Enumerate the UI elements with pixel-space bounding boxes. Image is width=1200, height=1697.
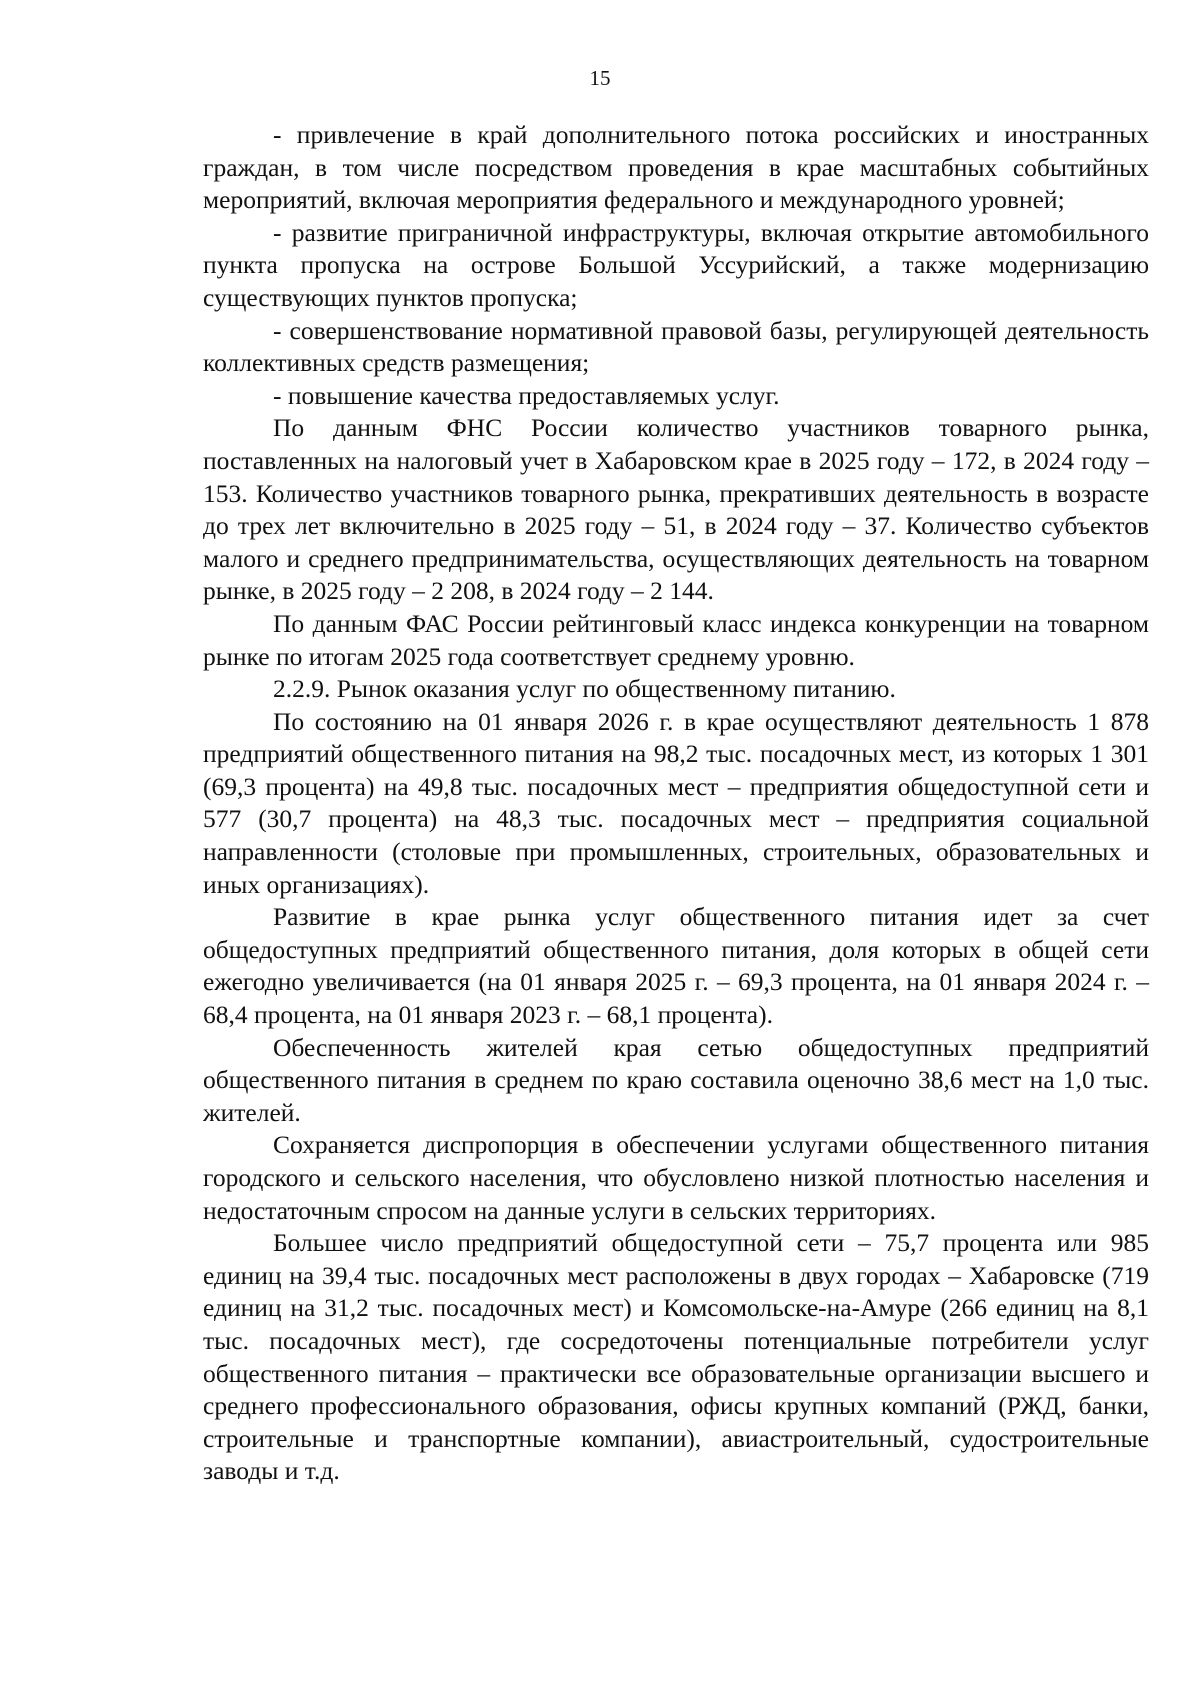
paragraph-fns-data: По данным ФНС России количество участников товарного рынка, поставленных на налоговый учет в Хабаровском крае в 2025 году – 172, в 2024 году – 153. Количество участников товарного рынка, прекративших деятельность в возрасте до трех лет включительно в 2025 году – 51, в 2024 году – 37. Количество субъектов малого и среднего предпринимательства, осуществляющих деятельность на товарном рынке, в 2025 году – 2 208, в 2024 году – 2 144.: [203, 413, 1149, 606]
list-item-tourist-flow: - привлечение в край дополнительного потока российских и иностранных граждан, в том числе посредством проведения в крае масштабных событийных мероприятий, включая мероприятия федерального и международного уровней;: [203, 120, 1149, 215]
paragraph-fas-data: По данным ФАС России рейтинговый класс индекса конкуренции на товарном рынке по итогам 2025 года соответствует среднему уровню.: [203, 608, 1149, 671]
paragraph-cities-concentration: Большее число предприятий общедоступной сети – 75,7 процента или 985 единиц на 39,4 тыс. посадочных мест расположены в двух городах – Хабаровске (719 единиц на 31,2 тыс. посадочных мест) и Комсомольске-на-Амуре (266 единиц на 8,1 тыс. посадочных мест), где сосредоточены потенциальные потребители услуг общественного питания – практически все образовательные организации высшего и среднего профессионального образования, офисы крупных компаний (РЖД, банки, строительные и транспортные компании), авиастроительный, судостроительные заводы и т.д.: [203, 1228, 1149, 1486]
paragraph-catering-development: Развитие в крае рынка услуг общественного питания идет за счет общедоступных предприятий общественного питания, доля которых в общей сети ежегодно увеличивается (на 01 января 2025 г. – 69,3 процента, на 01 января 2024 г. – 68,4 процента, на 01 января 2023 г. – 68,1 процента).: [203, 902, 1149, 1030]
paragraph-catering-status: По состоянию на 01 января 2026 г. в крае осуществляют деятельность 1 878 предприятий общественного питания на 98,2 тыс. посадочных мест, из которых 1 301 (69,3 процента) на 49,8 тыс. посадочных мест – предприятия общедоступной сети и 577 (30,7 процента) на 48,3 тыс. посадочных мест – предприятия социальной направленности (столовые при промышленных, строительных, образовательных и иных организациях).: [203, 706, 1149, 899]
document-body: [203, 119, 1149, 1488]
list-item-service-quality: - повышение качества предоставляемых услуг.: [273, 380, 780, 410]
page-number: 15: [589, 66, 611, 90]
section-heading-catering-market: 2.2.9. Рынок оказания услуг по общественному питанию.: [273, 674, 896, 704]
paragraph-catering-provision: Обеспеченность жителей края сетью общедоступных предприятий общественного питания в среднем по краю составила оценочно 38,6 мест на 1,0 тыс. жителей.: [203, 1032, 1149, 1127]
list-item-border-infrastructure: - развитие приграничной инфраструктуры, включая открытие автомобильного пункта пропуска на острове Большой Уссурийский, а также модернизацию существующих пунктов пропуска;: [203, 217, 1149, 312]
list-item-regulatory-base: - совершенствование нормативной правовой базы, регулирующей деятельность коллективных средств размещения;: [203, 315, 1149, 378]
paragraph-urban-rural-disproportion: Сохраняется диспропорция в обеспечении услугами общественного питания городского и сельского населения, что обусловлено низкой плотностью населения и недостаточным спросом на данные услуги в сельских территориях.: [203, 1130, 1149, 1225]
